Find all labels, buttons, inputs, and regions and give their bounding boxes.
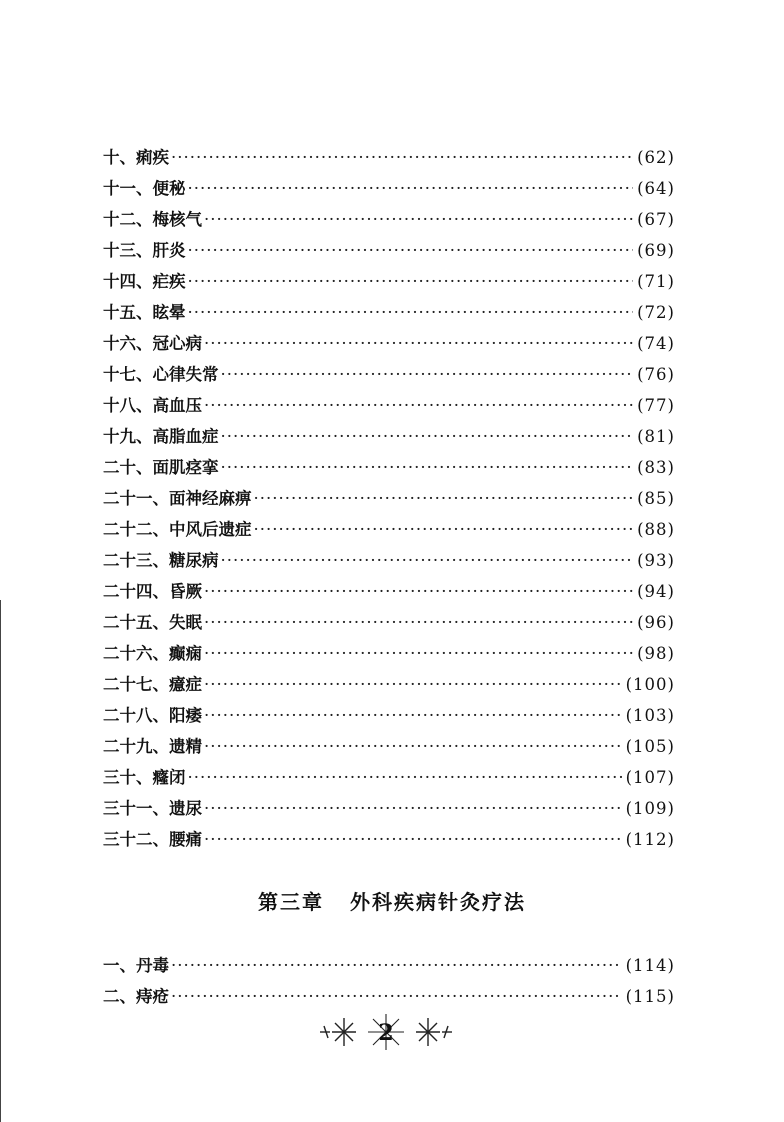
- leader-dots: [204, 669, 622, 700]
- toc-entry-page: (71): [637, 272, 675, 291]
- toc-entry[interactable]: [103, 638, 675, 669]
- snowflake-right-icon: [416, 1018, 452, 1046]
- leader-dots: [221, 545, 634, 576]
- toc-entry[interactable]: [103, 483, 675, 514]
- toc-entry[interactable]: [103, 545, 675, 576]
- toc-entry-page: (115): [625, 987, 675, 1006]
- leader-dots: [221, 421, 634, 452]
- toc-entry-label: 十六、冠心病: [103, 334, 202, 353]
- toc-entry-page: (74): [637, 334, 675, 353]
- toc-entry-page: (103): [625, 706, 675, 725]
- toc-entry[interactable]: [103, 142, 675, 173]
- leader-dots: [204, 700, 622, 731]
- leader-dots: [188, 173, 634, 204]
- toc-entry-page: (67): [637, 210, 675, 229]
- toc-entry-label: 二十三、糖尿病: [103, 551, 219, 570]
- leader-dots: [171, 142, 633, 173]
- page-number: 2: [378, 1020, 394, 1046]
- toc-entry-page: (105): [625, 737, 675, 756]
- toc-entry-page: (94): [637, 582, 675, 601]
- toc-entry-page: (62): [637, 148, 675, 167]
- toc-entry-label: 二十四、昏厥: [103, 582, 202, 601]
- toc-entry[interactable]: [103, 950, 675, 981]
- leader-dots: [171, 981, 622, 1012]
- toc-entry[interactable]: [103, 173, 675, 204]
- toc-entry[interactable]: [103, 981, 675, 1012]
- toc-entry-label: 二十八、阳痿: [103, 706, 202, 725]
- toc-entry[interactable]: [103, 731, 675, 762]
- snowflake-left-icon: [320, 1018, 356, 1046]
- leader-dots: [204, 824, 622, 855]
- toc-entry-label: 十四、疟疾: [103, 272, 186, 291]
- leader-dots: [204, 390, 633, 421]
- toc-entry-label: 一、丹毒: [103, 956, 169, 975]
- page-edge-line: [0, 600, 1, 1122]
- toc-entry[interactable]: [103, 297, 675, 328]
- toc-entry-page: (93): [637, 551, 675, 570]
- toc-entry[interactable]: [103, 452, 675, 483]
- leader-dots: [254, 483, 634, 514]
- leader-dots: [204, 204, 633, 235]
- toc-entry-label: 十、痢疾: [103, 148, 169, 167]
- toc-entry[interactable]: [103, 204, 675, 235]
- leader-dots: [254, 514, 634, 545]
- toc-entry-label: 十一、便秘: [103, 179, 186, 198]
- toc-entry-page: (100): [625, 675, 675, 694]
- leader-dots: [188, 266, 634, 297]
- leader-dots: [204, 576, 633, 607]
- toc-entry[interactable]: [103, 266, 675, 297]
- toc-entry[interactable]: [103, 359, 675, 390]
- toc-entry-page: (85): [637, 489, 675, 508]
- toc-entry[interactable]: [103, 607, 675, 638]
- toc-entry[interactable]: [103, 576, 675, 607]
- chapter-title: 外科疾病针灸疗法: [350, 890, 526, 914]
- leader-dots: [221, 359, 634, 390]
- leader-dots: [188, 297, 634, 328]
- toc-entry-label: 三十二、腰痛: [103, 830, 202, 849]
- toc-entry-label: 二十九、遗精: [103, 737, 202, 756]
- toc-entry-page: (107): [625, 768, 675, 787]
- leader-dots: [204, 328, 633, 359]
- leader-dots: [204, 607, 633, 638]
- toc-entry-page: (64): [637, 179, 675, 198]
- leader-dots: [204, 638, 633, 669]
- toc-entry[interactable]: [103, 390, 675, 421]
- toc-entry-page: (112): [625, 830, 675, 849]
- toc-entry-page: (96): [637, 613, 675, 632]
- toc-entry-page: (69): [637, 241, 675, 260]
- toc-entry-label: 二、痔疮: [103, 987, 169, 1006]
- leader-dots: [204, 793, 622, 824]
- chapter-heading: [0, 886, 784, 915]
- toc-entry-page: (77): [637, 396, 675, 415]
- toc-entry-label: 二十五、失眠: [103, 613, 202, 632]
- chapter-number: 第三章: [258, 890, 324, 914]
- toc-entry-page: (109): [625, 799, 675, 818]
- toc-entry-label: 三十一、遗尿: [103, 799, 202, 818]
- toc-entry-label: 十九、高脂血症: [103, 427, 219, 446]
- leader-dots: [171, 950, 622, 981]
- toc-entry-label: 二十一、面神经麻痹: [103, 489, 252, 508]
- toc-entry-label: 二十、面肌痉挛: [103, 458, 219, 477]
- toc-entry-label: 十三、肝炎: [103, 241, 186, 260]
- leader-dots: [188, 235, 634, 266]
- toc-entry-label: 十八、高血压: [103, 396, 202, 415]
- leader-dots: [221, 452, 634, 483]
- toc-entry[interactable]: [103, 793, 675, 824]
- toc-entry-page: (88): [637, 520, 675, 539]
- toc-entry-page: (98): [637, 644, 675, 663]
- toc-entry[interactable]: [103, 762, 675, 793]
- toc-entry-label: 二十六、癫痫: [103, 644, 202, 663]
- toc-entry-page: (72): [637, 303, 675, 322]
- toc-entry-label: 十七、心律失常: [103, 365, 219, 384]
- toc-entry-page: (81): [637, 427, 675, 446]
- leader-dots: [188, 762, 622, 793]
- toc-list-chapter-2: [103, 142, 675, 855]
- toc-entry[interactable]: [103, 669, 675, 700]
- toc-entry-page: (76): [637, 365, 675, 384]
- toc-entry-page: (114): [625, 956, 675, 975]
- toc-entry-page: (83): [637, 458, 675, 477]
- toc-entry[interactable]: [103, 421, 675, 452]
- toc-entry[interactable]: [103, 514, 675, 545]
- toc-entry-label: 十二、梅核气: [103, 210, 202, 229]
- toc-entry[interactable]: [103, 235, 675, 266]
- toc-entry-label: 二十七、癔症: [103, 675, 202, 694]
- toc-entry[interactable]: [103, 700, 675, 731]
- toc-entry-label: 二十二、中风后遗症: [103, 520, 252, 539]
- snowflake-ornament-icon: [316, 1010, 456, 1054]
- toc-entry-label: 十五、眩晕: [103, 303, 186, 322]
- toc-entry[interactable]: [103, 328, 675, 359]
- toc-entry-label: 三十、癃闭: [103, 768, 186, 787]
- toc-list-chapter-3: [103, 950, 675, 1012]
- toc-entry[interactable]: [103, 824, 675, 855]
- leader-dots: [204, 731, 622, 762]
